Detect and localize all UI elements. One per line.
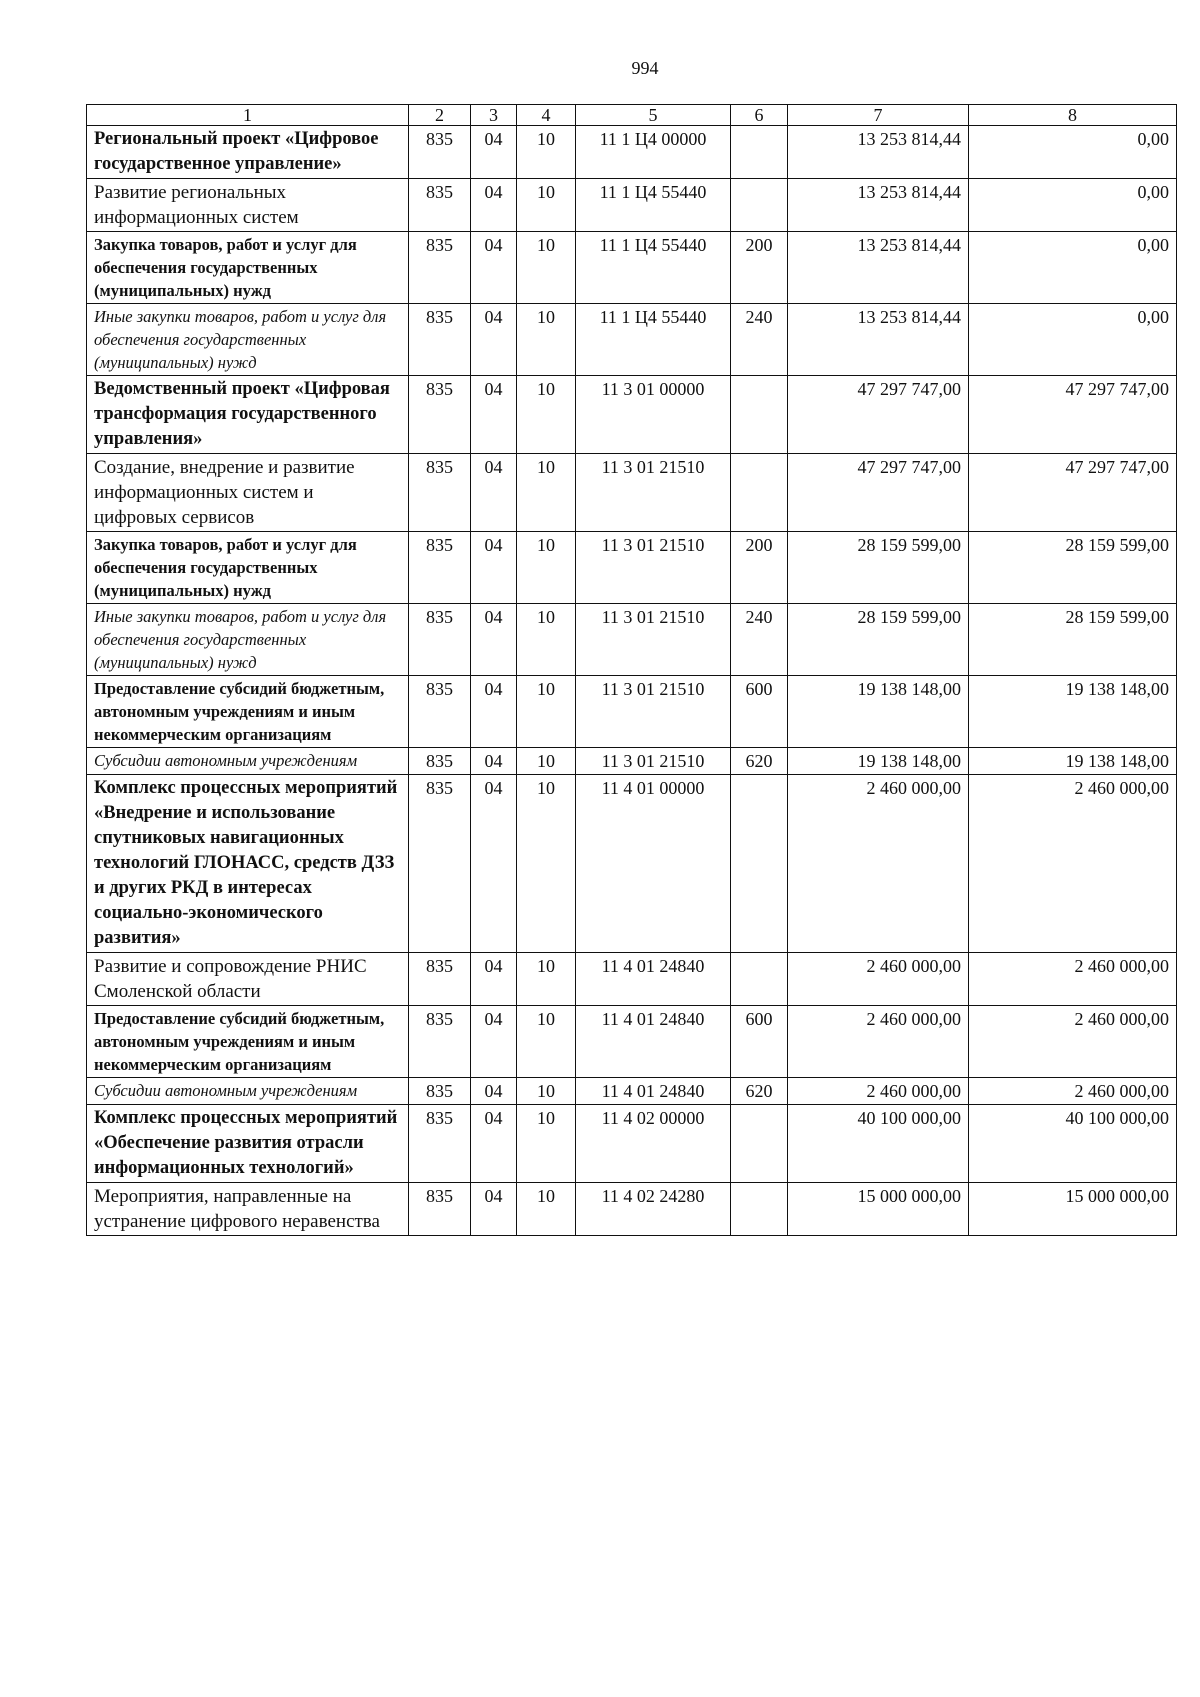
table-row (87, 1006, 1177, 1078)
col-2-cell: 835 (409, 953, 471, 1006)
table-row (87, 454, 1177, 532)
amount-col8-cell: 2 460 000,00 (969, 1078, 1177, 1105)
col-2-cell: 835 (409, 126, 471, 179)
expense-type-cell (731, 179, 788, 232)
row-name: Региональный проект «Цифровое государственное управление» (87, 126, 409, 179)
target-code-cell: 11 3 01 21510 (576, 454, 731, 532)
table-row (87, 179, 1177, 232)
col-2-cell: 835 (409, 775, 471, 953)
expense-type-cell: 240 (731, 304, 788, 376)
amount-col7-cell: 47 297 747,00 (788, 454, 969, 532)
col-4-cell: 10 (517, 775, 576, 953)
col-3-cell: 04 (471, 179, 517, 232)
expense-type-cell (731, 126, 788, 179)
col-3-cell: 04 (471, 1183, 517, 1236)
amount-col7-cell: 13 253 814,44 (788, 126, 969, 179)
amount-col7-cell: 15 000 000,00 (788, 1183, 969, 1236)
amount-col8-cell: 19 138 148,00 (969, 748, 1177, 775)
expense-type-cell (731, 1105, 788, 1183)
col-4-cell: 10 (517, 232, 576, 304)
expense-type-cell: 200 (731, 532, 788, 604)
target-code-cell: 11 3 01 00000 (576, 376, 731, 454)
col-3-cell: 04 (471, 953, 517, 1006)
table-row (87, 376, 1177, 454)
header-cell: 6 (731, 105, 788, 126)
target-code-cell: 11 4 01 24840 (576, 1006, 731, 1078)
amount-col7-cell: 19 138 148,00 (788, 676, 969, 748)
col-2-cell: 835 (409, 1006, 471, 1078)
table-row (87, 1105, 1177, 1183)
col-3-cell: 04 (471, 454, 517, 532)
table-row (87, 232, 1177, 304)
table-row (87, 953, 1177, 1006)
amount-col7-cell: 19 138 148,00 (788, 748, 969, 775)
expense-type-cell: 620 (731, 748, 788, 775)
expense-type-cell (731, 953, 788, 1006)
target-code-cell: 11 4 01 00000 (576, 775, 731, 953)
target-code-cell: 11 3 01 21510 (576, 532, 731, 604)
amount-col8-cell: 0,00 (969, 179, 1177, 232)
target-code-cell: 11 1 Ц4 55440 (576, 232, 731, 304)
amount-col8-cell: 0,00 (969, 232, 1177, 304)
amount-col7-cell: 2 460 000,00 (788, 953, 969, 1006)
amount-col8-cell: 2 460 000,00 (969, 775, 1177, 953)
table-row (87, 676, 1177, 748)
row-name: Предоставление субсидий бюджетным, автономным учреждениям и иным некоммерческим организациям (87, 676, 409, 748)
table-row (87, 604, 1177, 676)
col-2-cell: 835 (409, 304, 471, 376)
col-2-cell: 835 (409, 376, 471, 454)
table-row (87, 126, 1177, 179)
header-cell: 3 (471, 105, 517, 126)
row-name: Мероприятия, направленные на устранение цифрового неравенства (87, 1183, 409, 1236)
col-4-cell: 10 (517, 304, 576, 376)
expense-type-cell: 620 (731, 1078, 788, 1105)
row-name: Создание, внедрение и развитие информационных систем и цифровых сервисов (87, 454, 409, 532)
col-4-cell: 10 (517, 454, 576, 532)
col-2-cell: 835 (409, 604, 471, 676)
target-code-cell: 11 3 01 21510 (576, 676, 731, 748)
amount-col8-cell: 15 000 000,00 (969, 1183, 1177, 1236)
target-code-cell: 11 4 02 00000 (576, 1105, 731, 1183)
table-row (87, 304, 1177, 376)
col-4-cell: 10 (517, 1006, 576, 1078)
amount-col7-cell: 28 159 599,00 (788, 532, 969, 604)
col-4-cell: 10 (517, 676, 576, 748)
amount-col8-cell: 19 138 148,00 (969, 676, 1177, 748)
col-2-cell: 835 (409, 676, 471, 748)
col-4-cell: 10 (517, 748, 576, 775)
col-4-cell: 10 (517, 179, 576, 232)
amount-col8-cell: 2 460 000,00 (969, 953, 1177, 1006)
row-name: Субсидии автономным учреждениям (87, 748, 409, 775)
row-name: Субсидии автономным учреждениям (87, 1078, 409, 1105)
col-4-cell: 10 (517, 1183, 576, 1236)
row-name: Закупка товаров, работ и услуг для обеспечения государственных (муниципальных) нужд (87, 232, 409, 304)
col-3-cell: 04 (471, 604, 517, 676)
amount-col8-cell: 28 159 599,00 (969, 604, 1177, 676)
col-4-cell: 10 (517, 604, 576, 676)
amount-col8-cell: 40 100 000,00 (969, 1105, 1177, 1183)
col-2-cell: 835 (409, 532, 471, 604)
col-3-cell: 04 (471, 775, 517, 953)
col-2-cell: 835 (409, 748, 471, 775)
table-row (87, 775, 1177, 953)
col-3-cell: 04 (471, 532, 517, 604)
amount-col7-cell: 28 159 599,00 (788, 604, 969, 676)
col-4-cell: 10 (517, 126, 576, 179)
target-code-cell: 11 4 01 24840 (576, 1078, 731, 1105)
expense-type-cell: 200 (731, 232, 788, 304)
amount-col8-cell: 0,00 (969, 126, 1177, 179)
header-cell: 8 (969, 105, 1177, 126)
expense-type-cell: 600 (731, 1006, 788, 1078)
amount-col7-cell: 40 100 000,00 (788, 1105, 969, 1183)
row-name: Комплекс процессных мероприятий «Обеспечение развития отрасли информационных технологий» (87, 1105, 409, 1183)
table-row (87, 532, 1177, 604)
expense-type-cell: 240 (731, 604, 788, 676)
col-3-cell: 04 (471, 748, 517, 775)
row-name: Иные закупки товаров, работ и услуг для обеспечения государственных (муниципальных) нужд (87, 604, 409, 676)
page-number: 994 (631, 58, 659, 78)
amount-col7-cell: 2 460 000,00 (788, 1078, 969, 1105)
target-code-cell: 11 1 Ц4 55440 (576, 304, 731, 376)
row-name: Предоставление субсидий бюджетным, автономным учреждениям и иным некоммерческим организациям (87, 1006, 409, 1078)
header-cell: 2 (409, 105, 471, 126)
amount-col7-cell: 2 460 000,00 (788, 775, 969, 953)
table-body (87, 126, 1177, 1236)
amount-col7-cell: 13 253 814,44 (788, 232, 969, 304)
budget-table (86, 104, 1177, 1236)
header-cell: 5 (576, 105, 731, 126)
col-4-cell: 10 (517, 376, 576, 454)
col-3-cell: 04 (471, 1078, 517, 1105)
target-code-cell: 11 1 Ц4 55440 (576, 179, 731, 232)
amount-col8-cell: 0,00 (969, 304, 1177, 376)
col-2-cell: 835 (409, 232, 471, 304)
header-row (87, 105, 1177, 126)
row-name: Развитие и сопровождение РНИС Смоленской области (87, 953, 409, 1006)
amount-col7-cell: 13 253 814,44 (788, 179, 969, 232)
expense-type-cell (731, 1183, 788, 1236)
expense-type-cell (731, 454, 788, 532)
amount-col7-cell: 13 253 814,44 (788, 304, 969, 376)
col-3-cell: 04 (471, 1006, 517, 1078)
col-3-cell: 04 (471, 126, 517, 179)
col-2-cell: 835 (409, 1078, 471, 1105)
header-cell: 7 (788, 105, 969, 126)
col-4-cell: 10 (517, 953, 576, 1006)
amount-col7-cell: 2 460 000,00 (788, 1006, 969, 1078)
amount-col8-cell: 2 460 000,00 (969, 1006, 1177, 1078)
target-code-cell: 11 3 01 21510 (576, 604, 731, 676)
col-3-cell: 04 (471, 232, 517, 304)
target-code-cell: 11 3 01 21510 (576, 748, 731, 775)
expense-type-cell (731, 376, 788, 454)
col-3-cell: 04 (471, 1105, 517, 1183)
header-cell: 4 (517, 105, 576, 126)
target-code-cell: 11 4 01 24840 (576, 953, 731, 1006)
table-row (87, 1078, 1177, 1105)
row-name: Комплекс процессных мероприятий «Внедрение и использование спутниковых навигационных технологий ГЛОНАСС, средств ДЗЗ и других РКД в интересах социально-экономического развития» (87, 775, 409, 953)
col-2-cell: 835 (409, 1183, 471, 1236)
target-code-cell: 11 4 02 24280 (576, 1183, 731, 1236)
row-name: Иные закупки товаров, работ и услуг для обеспечения государственных (муниципальных) нужд (87, 304, 409, 376)
amount-col8-cell: 47 297 747,00 (969, 454, 1177, 532)
col-3-cell: 04 (471, 304, 517, 376)
col-2-cell: 835 (409, 179, 471, 232)
target-code-cell: 11 1 Ц4 00000 (576, 126, 731, 179)
col-2-cell: 835 (409, 454, 471, 532)
expense-type-cell: 600 (731, 676, 788, 748)
row-name: Ведомственный проект «Цифровая трансформация государственного управления» (87, 376, 409, 454)
table-row (87, 748, 1177, 775)
table-row (87, 1183, 1177, 1236)
row-name: Закупка товаров, работ и услуг для обеспечения государственных (муниципальных) нужд (87, 532, 409, 604)
col-2-cell: 835 (409, 1105, 471, 1183)
amount-col7-cell: 47 297 747,00 (788, 376, 969, 454)
expense-type-cell (731, 775, 788, 953)
col-4-cell: 10 (517, 1105, 576, 1183)
amount-col8-cell: 28 159 599,00 (969, 532, 1177, 604)
col-4-cell: 10 (517, 1078, 576, 1105)
col-3-cell: 04 (471, 376, 517, 454)
col-4-cell: 10 (517, 532, 576, 604)
row-name: Развитие региональных информационных систем (87, 179, 409, 232)
amount-col8-cell: 47 297 747,00 (969, 376, 1177, 454)
header-cell: 1 (87, 105, 409, 126)
col-3-cell: 04 (471, 676, 517, 748)
